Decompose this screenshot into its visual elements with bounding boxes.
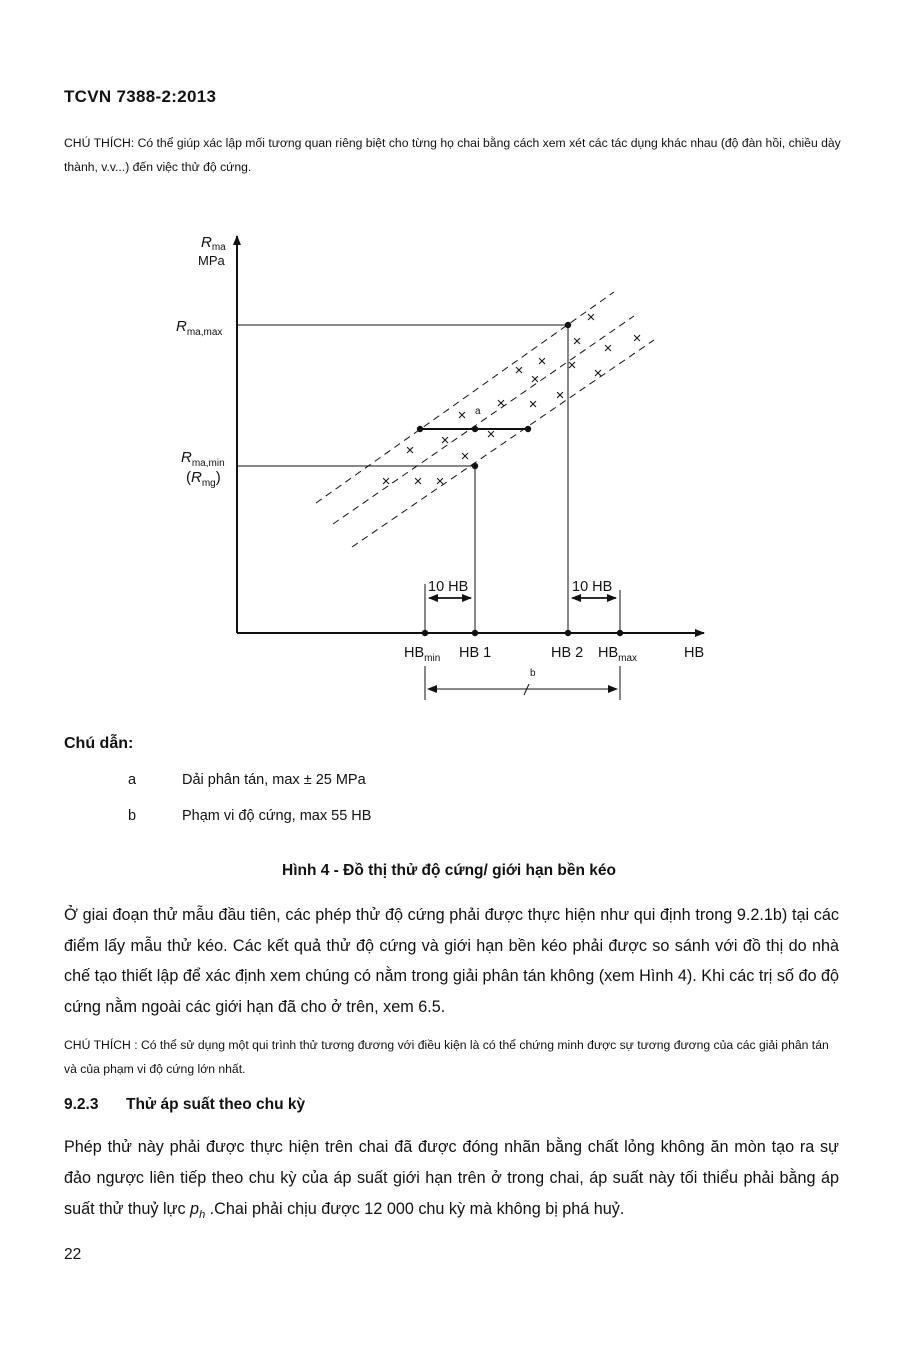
scatter-point: × — [555, 387, 565, 404]
point-hb2 — [565, 630, 571, 636]
dashed-band-lines — [316, 292, 654, 547]
label-rma-max: $R_{ma,max}$ — [176, 318, 223, 338]
paragraph-2 — [64, 1132, 839, 1231]
scatter-point: × — [537, 353, 547, 370]
paragraph-2-text-after: .Chai phải chịu được 12 000 chu kỳ mà không bị phá huỷ. — [205, 1200, 625, 1218]
mark-b: b — [530, 668, 536, 679]
label-rma-min: $R_{ma,min}$ — [181, 449, 225, 469]
scatter-point: × — [593, 365, 603, 382]
scatter-point: × — [530, 371, 540, 388]
legend-title: Chú dẫn: — [64, 735, 134, 752]
scatter-point: × — [586, 309, 596, 326]
label-hbmin: $HB_{min}$ — [404, 645, 441, 664]
note-mid: CHÚ THÍCH : Có thể sử dụng một qui trình thử tương đương với điều kiện là có thể chứng minh được sự tương đương của các giải phân tán và của phạm vi độ cứng lớn nhất. — [64, 1038, 829, 1076]
hardness-tensile-chart — [150, 222, 720, 712]
pressure-symbol: p — [190, 1200, 200, 1218]
scatter-point: × — [514, 362, 524, 379]
point-hbmin — [422, 630, 428, 636]
y-axis-unit: MPa — [198, 253, 225, 268]
scatter-point: × — [603, 340, 613, 357]
page-number: 22 — [64, 1246, 82, 1263]
label-hbmax: $HB_{max}$ — [598, 645, 638, 664]
scatter-point: × — [572, 333, 582, 350]
y-axis-symbol: $R_{ma}$ — [201, 234, 226, 253]
point-band-right — [525, 426, 531, 432]
label-rmg: $(R_{mg})$ — [186, 469, 221, 489]
note-top: CHÚ THÍCH: Có thể giúp xác lập mối tương quan riêng biệt cho từng họ chai bằng cách xem xét các tác dụng khác nhau (độ đàn hồi, chiều dày thành, v.v...) đến việc thử độ cứng. — [64, 136, 841, 174]
scatter-point: × — [440, 432, 450, 449]
point-band-center — [472, 426, 478, 432]
point-rma-min — [472, 463, 478, 469]
legend-key-a: a — [128, 772, 137, 788]
scatter-point: × — [528, 396, 538, 413]
scatter-point: × — [413, 473, 423, 490]
scatter-point: × — [486, 426, 496, 443]
band-center-line — [333, 316, 634, 524]
scatter-point: × — [405, 442, 415, 459]
dim-right-label: 10 HB — [572, 579, 613, 595]
label-hb1: HB 1 — [459, 645, 492, 661]
legend-text-a: Dải phân tán, max ± 25 MPa — [182, 772, 366, 788]
section-title: Thử áp suất theo chu kỳ — [126, 1096, 306, 1113]
scatter-point: × — [381, 473, 391, 490]
scatter-point: × — [632, 330, 642, 347]
paragraph-2-text-before: Phép thử này phải được thực hiện trên chai đã được đóng nhãn bằng chất lỏng không ăn mòn tạo ra sự đảo ngược liên tiếp theo chu kỳ của áp suất giới hạn trên ở trong chai, áp suất này tối thiểu phải bằng áp suất thử thuỷ lực — [64, 1138, 839, 1218]
scatter-point: × — [567, 357, 577, 374]
point-band-left — [417, 426, 423, 432]
scatter-point: × — [460, 448, 470, 465]
pressure-symbol-sub: h — [199, 1209, 206, 1222]
paragraph-1: Ở giai đoạn thử mẫu đầu tiên, các phép thử độ cứng phải được thực hiện như qui định trong 9.2.1b) tại các điểm lấy mẫu thử kéo. Các kết quả thử độ cứng và giới hạn bền kéo phải được so sánh với đồ thị do nhà chế tạo thiết lập để xác định xem chúng có nằm trong giải phân tán không (xem Hình 4). Khi các trị số đo độ cứng nằm ngoài các giới hạn đã cho ở trên, xem 6.5. — [64, 906, 839, 1016]
scatter-point: × — [435, 473, 445, 490]
label-hb2: HB 2 — [551, 645, 584, 661]
legend-key-b: b — [128, 808, 137, 824]
scatter-point: × — [496, 395, 506, 412]
scatter-point: × — [457, 407, 467, 424]
figure-caption: Hình 4 - Đồ thị thử độ cứng/ giới hạn bền kéo — [282, 862, 616, 879]
standard-header: TCVN 7388-2:2013 — [64, 87, 217, 106]
point-rma-max — [565, 322, 571, 328]
point-hbmax — [617, 630, 623, 636]
x-axis-label: HB — [684, 645, 705, 661]
legend-text-b: Phạm vi độ cứng, max 55 HB — [182, 808, 372, 824]
mark-a: a — [475, 406, 481, 417]
point-hb1 — [472, 630, 478, 636]
dim-left-label: 10 HB — [428, 579, 469, 595]
section-number: 9.2.3 — [64, 1096, 99, 1113]
